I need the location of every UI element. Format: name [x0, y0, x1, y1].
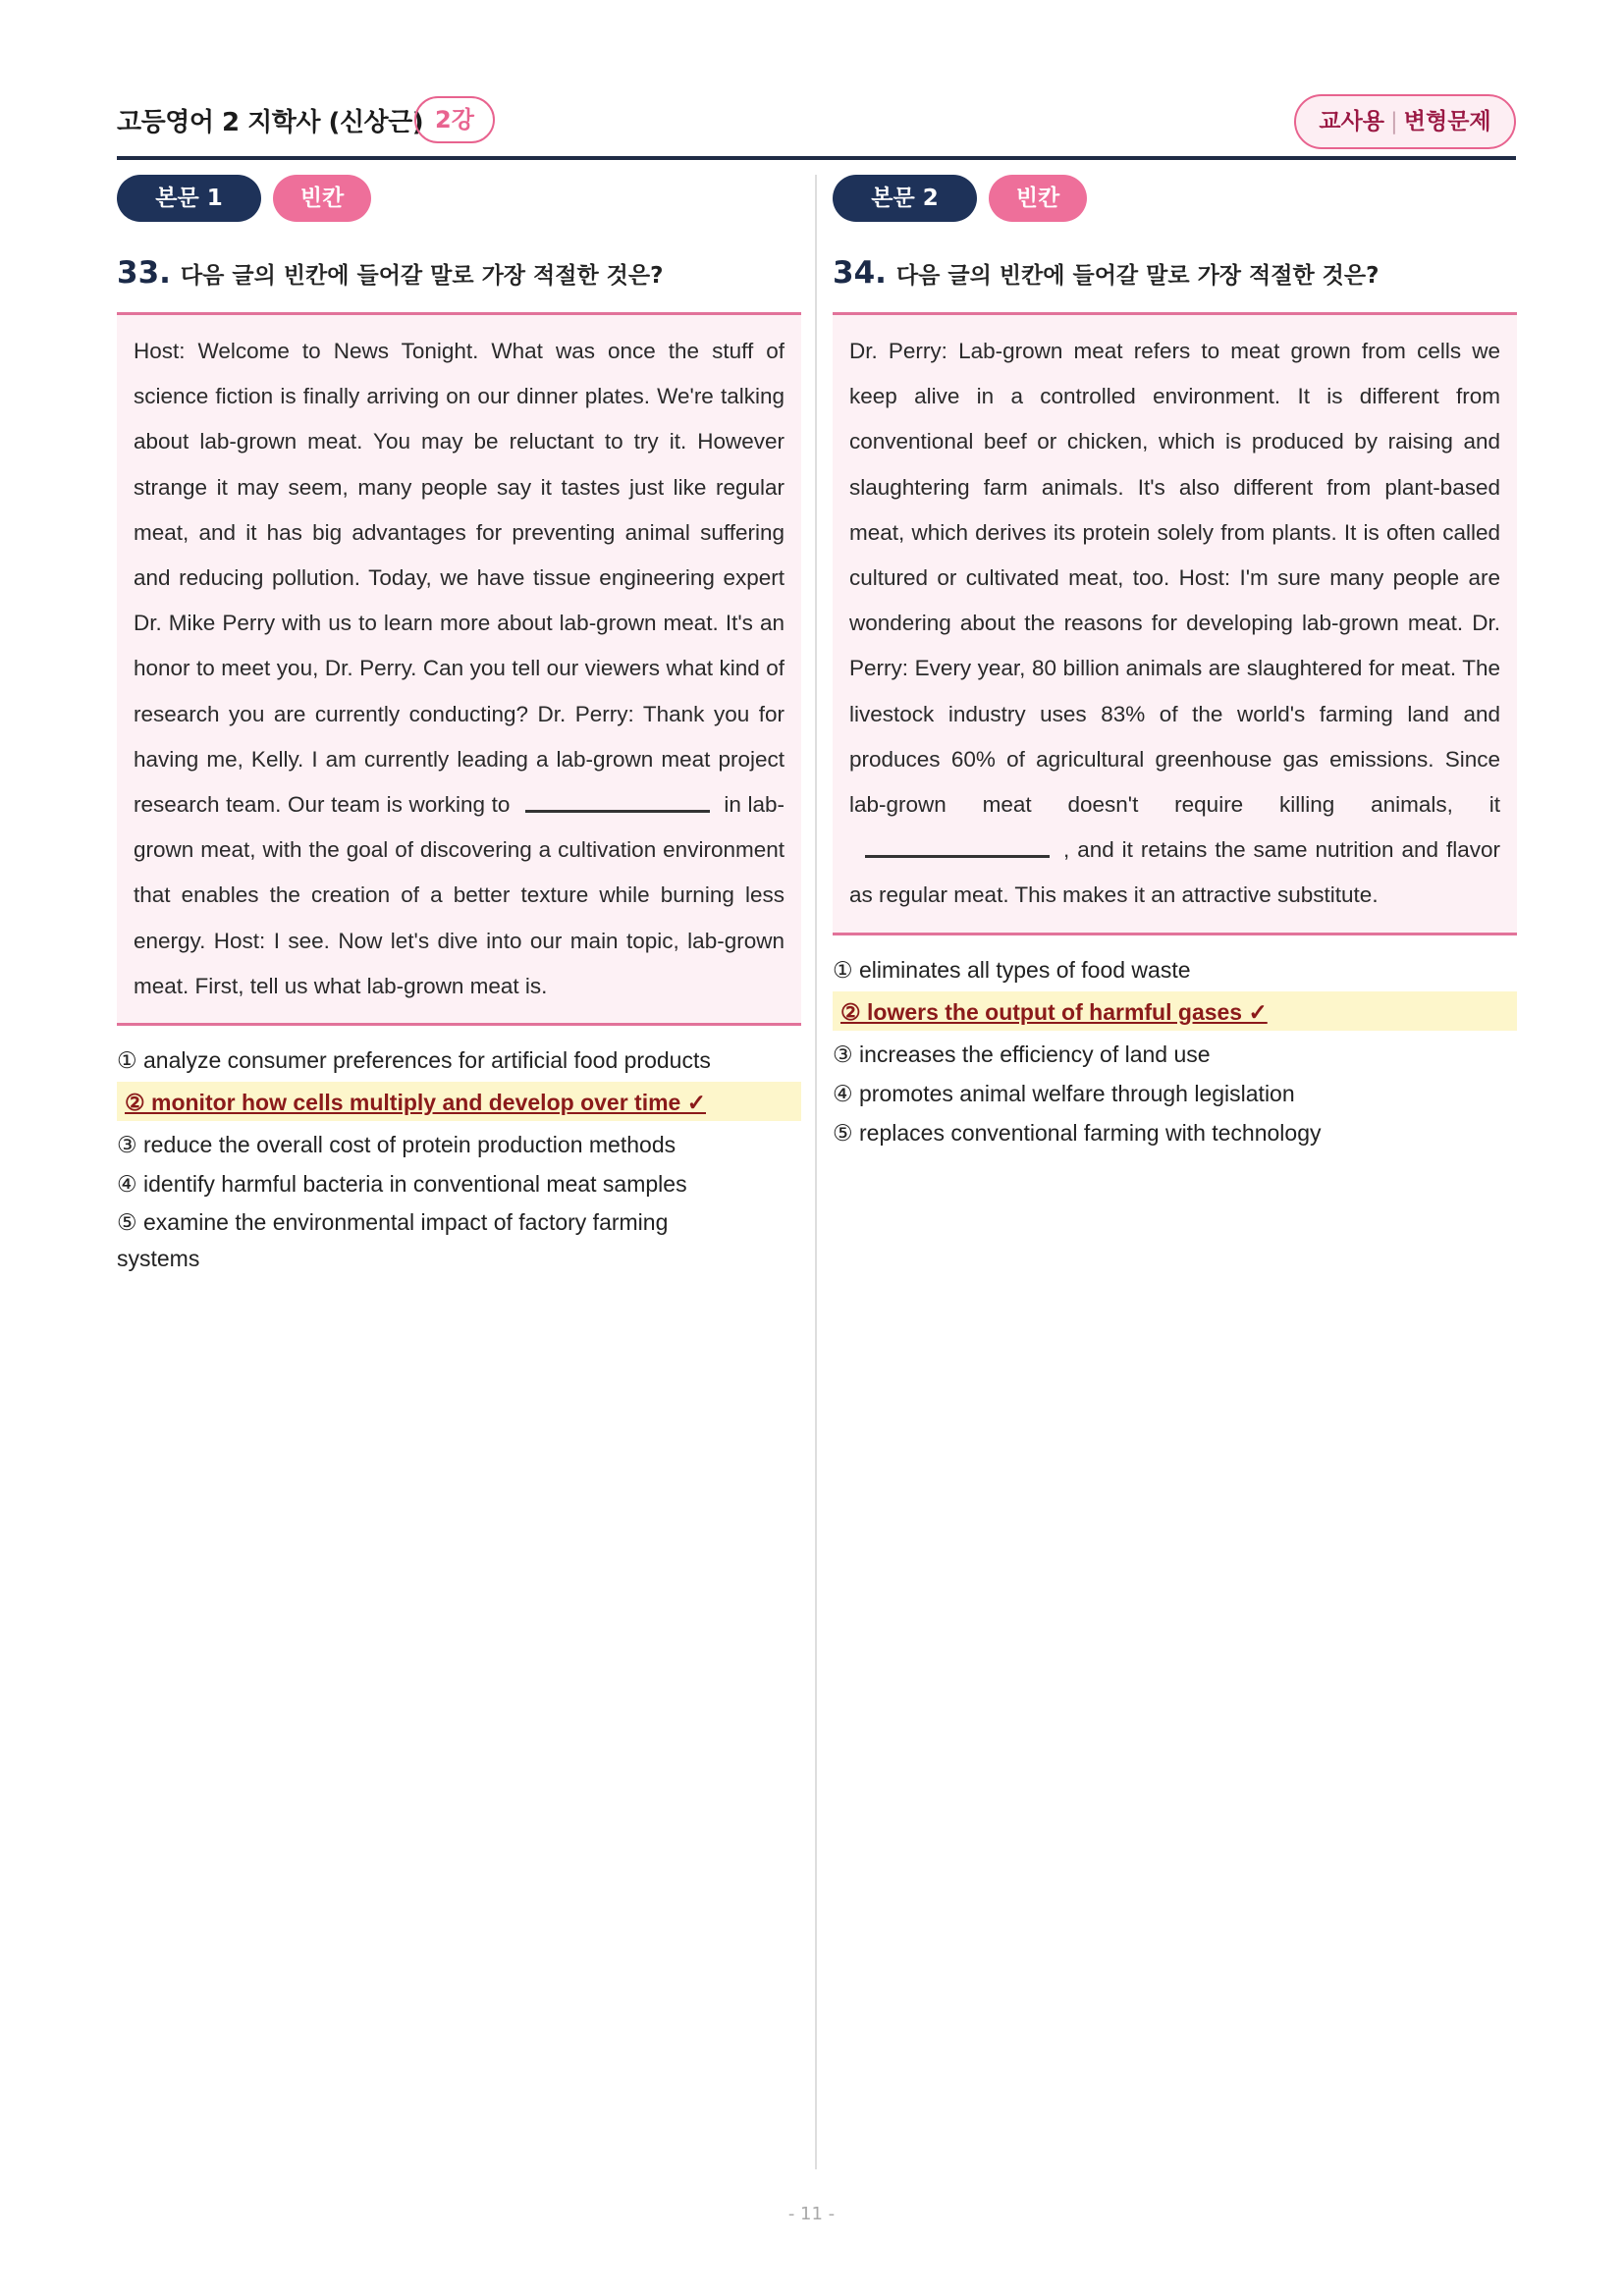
tag-row	[833, 175, 1517, 222]
passage-text-after: in lab-grown meat, with the goal of discovering a cultivation environment that enables the creation of a better texture while burning less energy. Host: I see. Now let's dive into our main topic, lab-grown meat. First, tell us what lab-grown meat is.	[134, 792, 784, 998]
left-column	[117, 175, 801, 1277]
choice-list	[117, 1040, 801, 1277]
teacher-badge	[1294, 94, 1516, 149]
tag-row	[117, 175, 801, 222]
lesson-badge: 2강	[414, 96, 495, 143]
choice-3[interactable]: ③ increases the efficiency of land use	[833, 1041, 1211, 1067]
header	[117, 94, 1516, 157]
blank-line	[865, 855, 1050, 858]
choice-4[interactable]: ④ promotes animal welfare through legislation	[833, 1080, 1295, 1106]
choice-5[interactable]: ⑤ examine the environmental impact of factory farming systems	[117, 1209, 669, 1272]
passage-tag: 본문 2	[833, 175, 977, 222]
passage-box	[833, 312, 1517, 935]
teacher-label: 교사용	[1319, 109, 1385, 134]
choice-list	[833, 949, 1517, 1151]
right-column	[833, 175, 1517, 1151]
variant-label: 변형문제	[1403, 109, 1491, 134]
book-title: 고등영어 2 지학사 (신상근)	[117, 108, 424, 137]
question-text: 다음 글의 빈칸에 들어갈 말로 가장 적절한 것은?	[180, 263, 664, 289]
question-text: 다음 글의 빈칸에 들어갈 말로 가장 적절한 것은?	[895, 263, 1380, 289]
choice-2-answer[interactable]: ② monitor how cells multiply and develop over time ✓	[117, 1082, 801, 1121]
badge-separator: |	[1390, 109, 1398, 134]
question-number: 34.	[833, 255, 887, 291]
choice-1[interactable]: ① analyze consumer preferences for artificial food products	[117, 1047, 711, 1074]
choice-4[interactable]: ④ identify harmful bacteria in conventional meat samples	[117, 1171, 687, 1198]
choice-3[interactable]: ③ reduce the overall cost of protein production methods	[117, 1132, 676, 1158]
passage-text-before: Host: Welcome to News Tonight. What was once the stuff of science fiction is finally arriving on our dinner plates. We're talking about lab-grown meat. You may be reluctant to try it. However strange it may seem, many people say it tastes just like regular meat, and it has big advantages for preventing animal suffering and reducing pollution. Today, we have tissue engineering expert Dr. Mike Perry with us to learn more about lab-grown meat. It's an honor to meet you, Dr. Perry. Can you tell our viewers what kind of research you are currently conducting? Dr. Perry: Thank you for having me, Kelly. I am currently leading a lab-grown meat project research team. Our team is working to	[134, 339, 784, 818]
question-heading	[117, 255, 801, 294]
choice-2-answer[interactable]: ② lowers the output of harmful gases ✓	[833, 991, 1517, 1031]
question-number: 33.	[117, 255, 171, 291]
page-number: - 11 -	[787, 2204, 836, 2224]
question-heading	[833, 255, 1517, 294]
passage-tag: 본문 1	[117, 175, 261, 222]
passage-box	[117, 312, 801, 1026]
passage-text-before: Dr. Perry: Lab-grown meat refers to meat grown from cells we keep alive in a controlled environment. It is different from conventional beef or chicken, which is produced by raising and slaughtering farm animals. It's also different from plant-based meat, which derives its protein solely from plants. It is often called cultured or cultivated meat, too. Host: I'm sure many people are wondering about the reasons for developing lab-grown meat. Dr. Perry: Every year, 80 billion animals are slaughtered for meat. The livestock industry uses 83% of the world's farming land and produces 60% of agricultural greenhouse gas emissions. Since lab-grown meat doesn't require killing animals, it	[849, 339, 1500, 818]
choice-5[interactable]: ⑤ replaces conventional farming with technology	[833, 1119, 1322, 1146]
choice-1[interactable]: ① eliminates all types of food waste	[833, 956, 1191, 983]
passage-text-after: , and it retains the same nutrition and flavor as regular meat. This makes it an attractive substitute.	[849, 837, 1500, 908]
column-divider	[815, 175, 817, 2169]
header-rule	[117, 156, 1516, 160]
blank-type-tag: 빈칸	[989, 175, 1087, 222]
blank-type-tag: 빈칸	[273, 175, 371, 222]
blank-line	[525, 810, 710, 813]
